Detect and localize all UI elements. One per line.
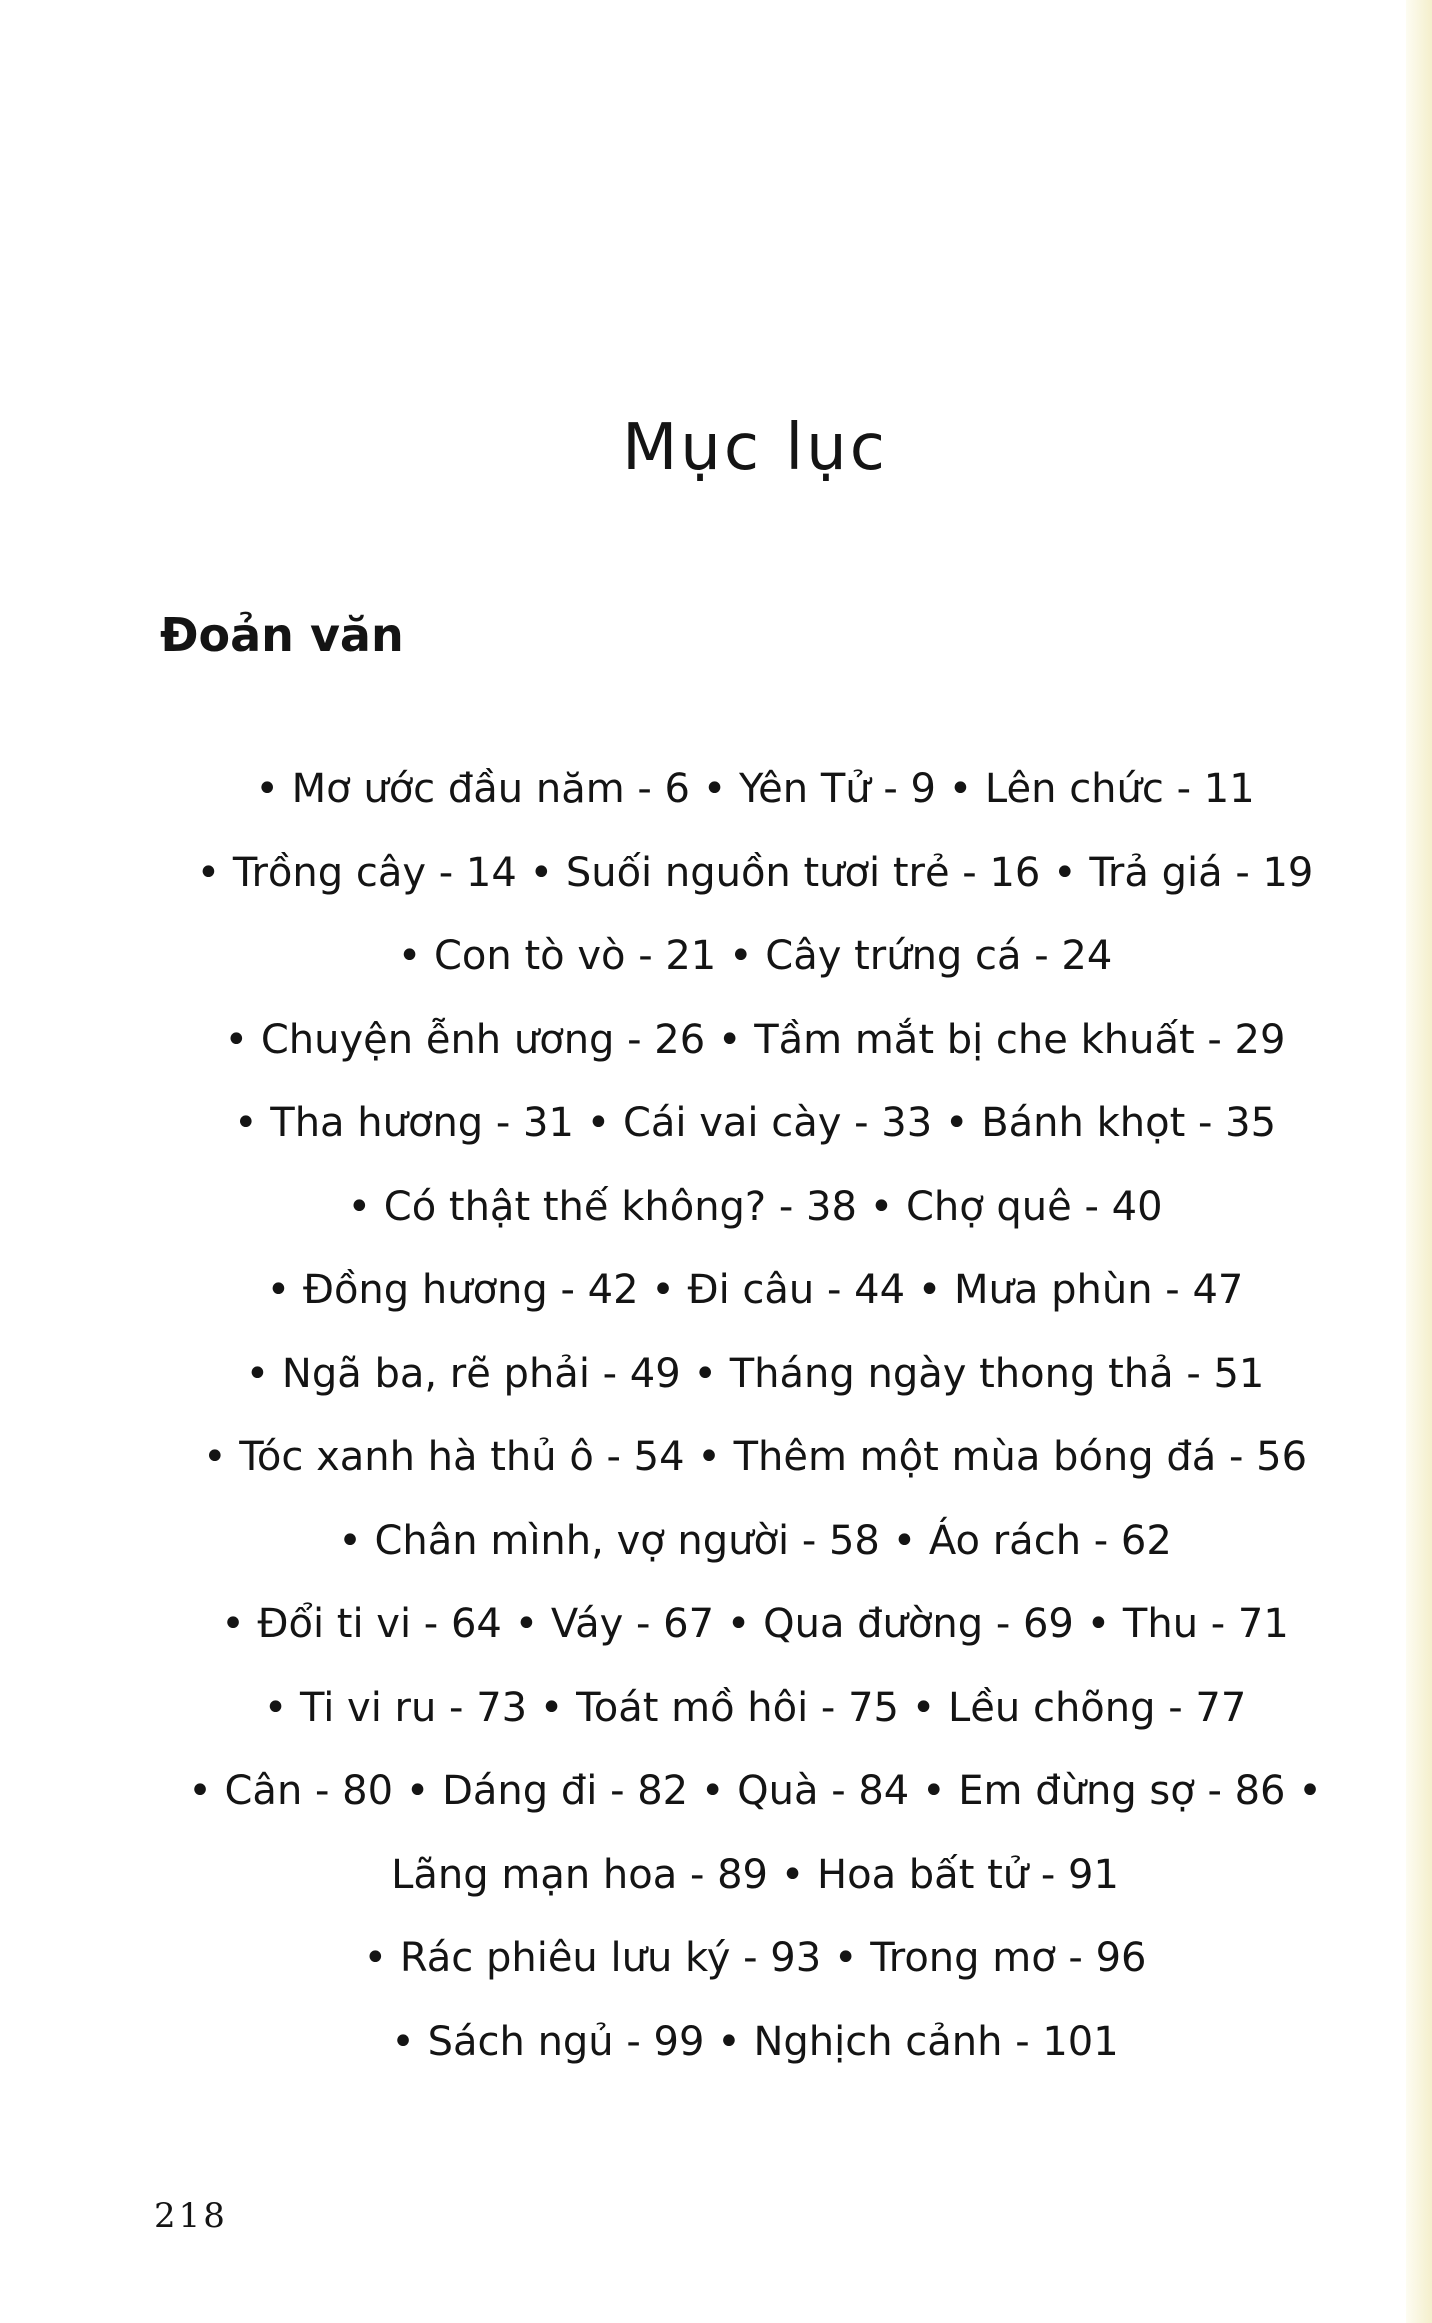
toc-line: • Đổi ti vi - 64 • Váy - 67 • Qua đường - 69 • Thu - 71 [221, 1601, 1289, 1647]
toc-line: • Mơ ước đầu năm - 6 • Yên Tử - 9 • Lên chức - 11 [255, 766, 1255, 812]
toc-line: • Rác phiêu lưu ký - 93 • Trong mơ - 96 [363, 1935, 1147, 1981]
section-heading: Đoản văn [160, 608, 404, 662]
page-title: Mục lục [622, 411, 888, 485]
toc-line: • Tha hương - 31 • Cái vai cày - 33 • Bánh khọt - 35 [233, 1100, 1277, 1146]
toc-line: • Tóc xanh hà thủ ô - 54 • Thêm một mùa bóng đá - 56 [202, 1434, 1308, 1480]
toc-line: • Ti vi ru - 73 • Toát mồ hôi - 75 • Lều chõng - 77 [263, 1684, 1247, 1731]
toc-line: • Ngã ba, rẽ phải - 49 • Tháng ngày thong thả - 51 [245, 1350, 1265, 1397]
toc-line: • Cân - 80 • Dáng đi - 82 • Quà - 84 • Em đừng sợ - 86 • [188, 1768, 1322, 1814]
toc-line: • Trồng cây - 14 • Suối nguồn tươi trẻ - 16 • Trả giá - 19 [196, 849, 1314, 896]
toc-line: • Con tò vò - 21 • Cây trứng cá - 24 [397, 933, 1113, 979]
toc-line: Lãng mạn hoa - 89 • Hoa bất tử - 91 [391, 1851, 1119, 1898]
toc-line: • Đồng hương - 42 • Đi câu - 44 • Mưa phùn - 47 [266, 1267, 1244, 1313]
page-number: 218 [154, 2196, 228, 2236]
toc-line: • Sách ngủ - 99 • Nghịch cảnh - 101 [391, 2018, 1119, 2065]
toc-line: • Chân mình, vợ người - 58 • Áo rách - 62 [338, 1517, 1172, 1564]
toc-list [0, 748, 1432, 2084]
toc-line: • Chuyện ễnh ương - 26 • Tầm mắt bị che khuất - 29 [224, 1016, 1286, 1063]
toc-line: • Có thật thế không? - 38 • Chợ quê - 40 [347, 1183, 1163, 1230]
